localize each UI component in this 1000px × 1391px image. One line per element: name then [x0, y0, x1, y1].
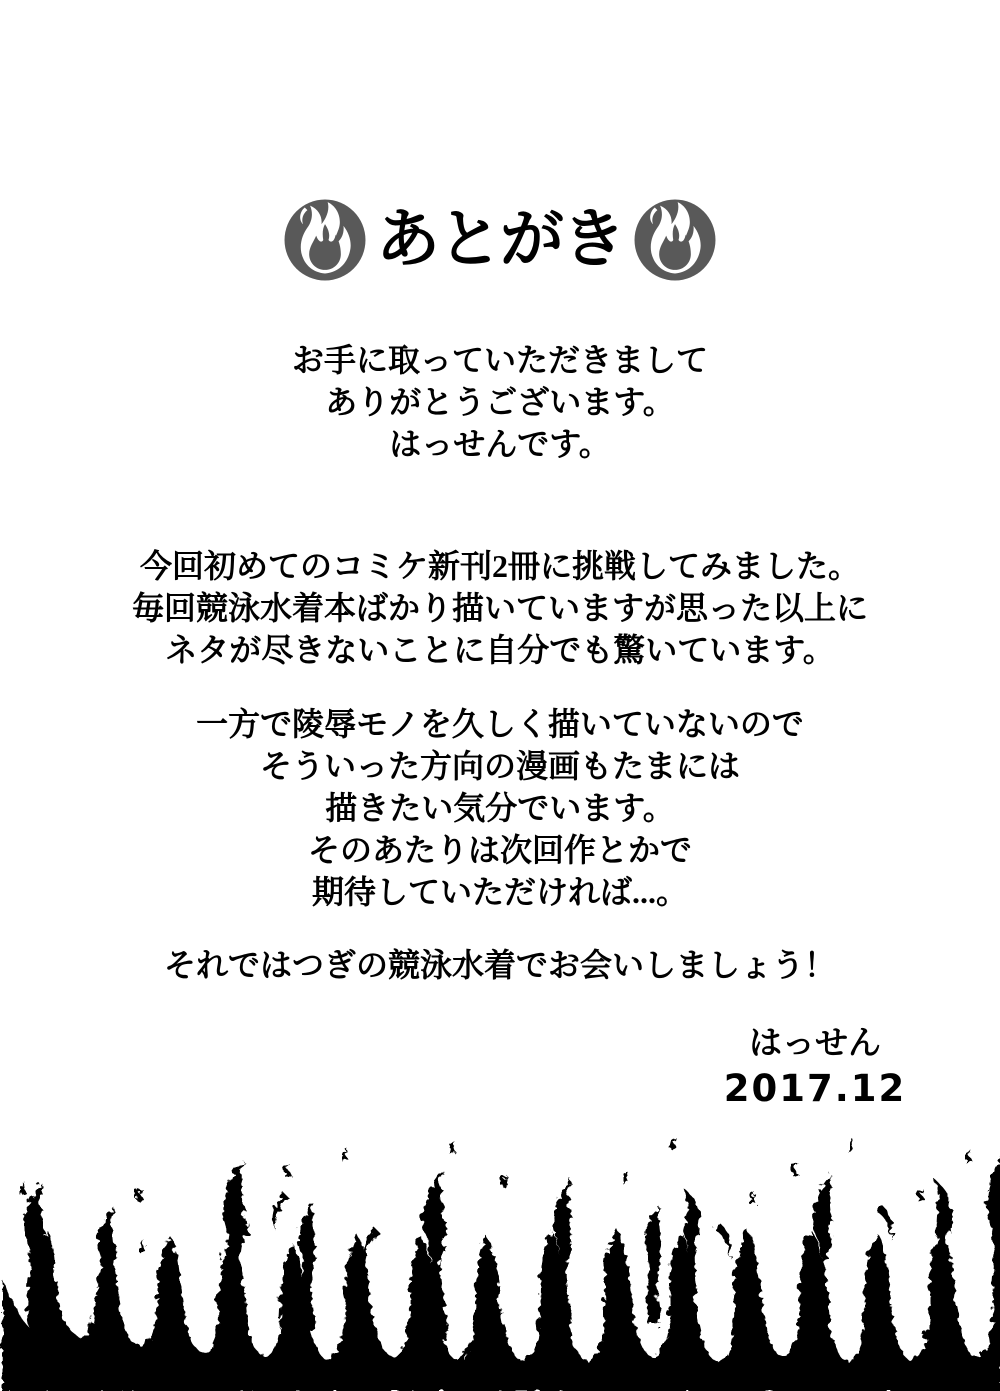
text-line: 一方で陵辱モノを久しく描いていないので	[196, 706, 804, 742]
text-line: 毎回競泳水着本ばかり描いていますが思った以上に	[131, 590, 868, 626]
text-line: ありがとうございます。	[325, 384, 675, 420]
bottom-flame-artwork	[0, 1129, 1000, 1391]
text-line: 描きたい気分でいます。	[325, 790, 675, 826]
paragraph	[0, 339, 1000, 465]
text-line: 期待していただければ...。	[311, 874, 688, 910]
text-line: それではつぎの競泳水着でお会いしましょう！	[163, 947, 836, 983]
text-line: ネタが尽きないことに自分でも驚いています。	[165, 632, 835, 668]
header	[0, 196, 1000, 284]
signature-date: 2017.12	[723, 1067, 907, 1110]
text-line: そういった方向の漫画もたまには	[259, 748, 740, 784]
paragraph	[0, 944, 1000, 986]
signature-author: はっせん	[749, 1026, 881, 1062]
text-line: はっせんです。	[389, 426, 611, 462]
text-line: お手に取っていただきまして	[291, 342, 708, 378]
flame-icon	[631, 196, 719, 284]
paragraph	[0, 545, 1000, 671]
paragraph	[0, 703, 1000, 913]
flame-icon	[281, 196, 369, 284]
signature	[695, 1022, 935, 1112]
text-line: そのあたりは次回作とかで	[307, 832, 692, 868]
page-title: あとがき	[376, 203, 624, 277]
text-line: 今回初めてのコミケ新刊2冊に挑戦してみました。	[139, 548, 860, 584]
